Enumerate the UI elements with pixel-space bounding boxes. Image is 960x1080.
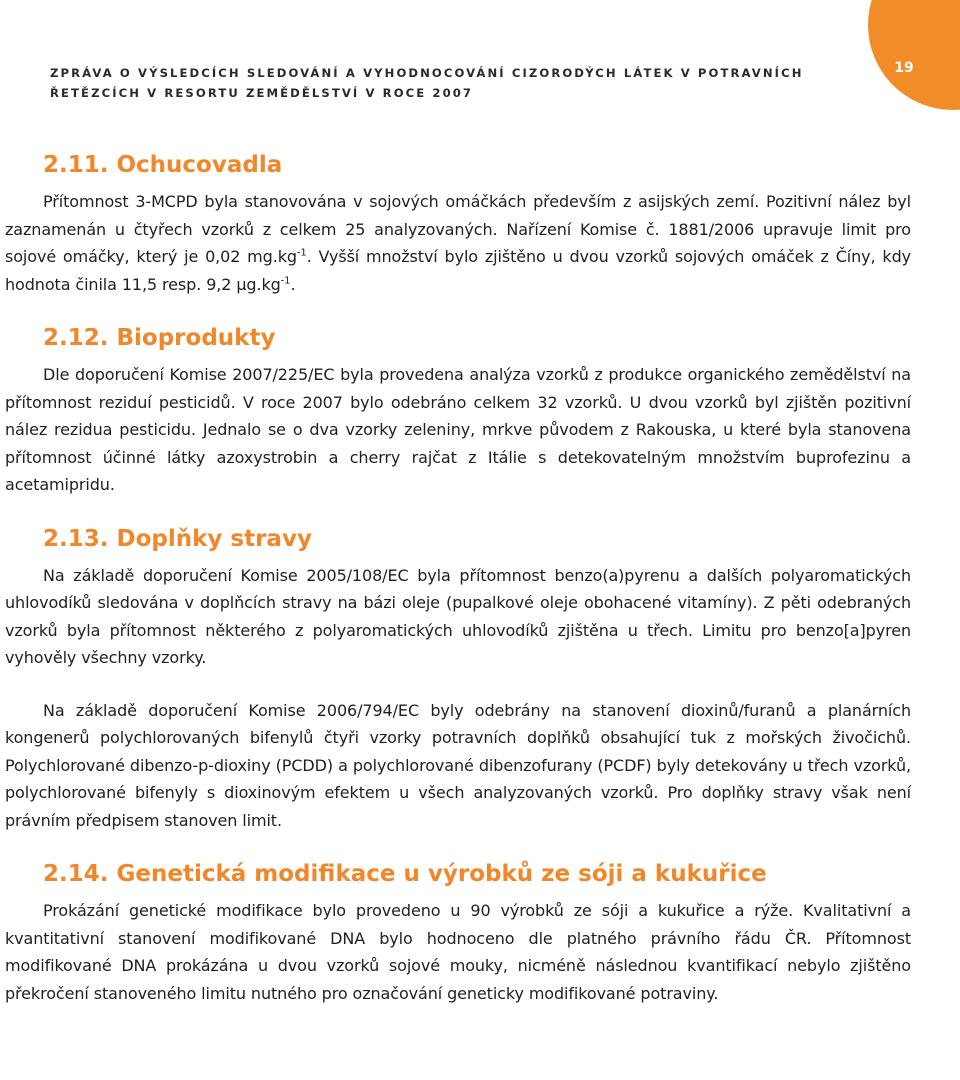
section-heading: 2.14. Genetická modifikace u výrobků ze sóji a kukuřice [43, 861, 767, 887]
running-header-line-1: ZPRÁVA O VÝSLEDCÍCH SLEDOVÁNÍ A VYHODNOCOVÁNÍ CIZORODÝCH LÁTEK V POTRAVNÍCH [50, 66, 804, 80]
section-paragraph: Prokázání genetické modifikace bylo provedeno u 90 výrobků ze sóji a kukuřice a rýže. Kvalitativní a kvantitativní stanovení modifikované DNA bylo hodnoceno dle platného právního řádu ČR. Přítomnost modifikované DNA prokázána u dvou vzorků sojové mouky, nicméně následnou kvantifikací nebylo zjištěno překročení stanoveného limitu nutného pro označování geneticky modifikované potraviny. [5, 901, 911, 1003]
page-content [5, 150, 911, 1007]
section-heading: 2.11. Ochucovadla [43, 152, 283, 178]
page-corner-decoration [868, 0, 960, 110]
section-heading: 2.12. Bioprodukty [43, 325, 276, 351]
section-doplnky-stravy [5, 524, 911, 835]
superscript: -1 [280, 275, 291, 287]
section-paragraph: Na základě doporučení Komise 2005/108/EC byla přítomnost benzo(a)pyrenu a dalších polyaromatických uhlovodíků sledována v doplňcích stravy na bázi oleje (pupalkové oleje obohacené vitamíny). Z pěti odebraných vzorků byla přítomnost některého z polyaromatických uhlovodíků zjištěna u třech. Limitu pro benzo[a]pyren vyhověly všechny vzorky. [5, 565, 911, 667]
section-paragraph [5, 188, 911, 298]
text-run: Přítomnost 3-MCPD byla stanovována v sojových omáčkách především z asijských zemí. Pozitivní nález byl zaznamenán u čtyřech vzorků z celkem 25 analyzovaných. Nařízení Komise č. 1881/2006 upravuje limit pro sojové omáčky, který je 0,02 mg.kg [5, 192, 911, 266]
section-paragraph: Na základě doporučení Komise 2006/794/EC byly odebrány na stanovení dioxinů/furanů a planárních kongenerů polychlorovaných bifenylů čtyři vzorky potravních doplňků obsahující tuk z mořských živočichů. Polychlorované dibenzo-p-dioxiny (PCDD) a polychlorované dibenzofurany (PCDF) byly detekovány u třech vzorků, polychlorované bifenyly s dioxinovým efektem u všech analyzovaných vzorků. Pro doplňky stravy však není právním předpisem stanoven limit. [5, 700, 911, 830]
section-bioprodukty [5, 323, 911, 499]
section-ochucovadla [5, 150, 911, 298]
superscript: -1 [296, 247, 307, 259]
text-run: . Vyšší množství bylo zjištěno u dvou vzorků sojových omáček z Číny, kdy hodnota činila 11,5 resp. 9,2 µg.kg [5, 247, 911, 294]
running-header-line-2: ŘETĚZCÍCH V RESORTU ZEMĚDĚLSTVÍ V ROCE 2007 [50, 86, 474, 100]
section-paragraph: Dle doporučení Komise 2007/225/EC byla provedena analýza vzorků z produkce organického zemědělství na přítomnost reziduí pesticidů. V roce 2007 bylo odebráno celkem 32 vzorků. U dvou vzorků byl zjištěn pozitivní nález rezidua pesticidu. Jednalo se o dva vzorky zeleniny, mrkve původem z Rakouska, u které byla stanovena přítomnost účinné látky azoxystrobin a cherry rajčat z Itálie s detekovatelným množstvím buprofezinu a acetamipridu. [5, 365, 911, 494]
page-number: 19 [894, 60, 914, 76]
running-header [50, 63, 850, 103]
section-heading: 2.13. Doplňky stravy [43, 525, 312, 552]
section-geneticka-modifikace [5, 859, 911, 1007]
text-run: . [290, 274, 296, 294]
